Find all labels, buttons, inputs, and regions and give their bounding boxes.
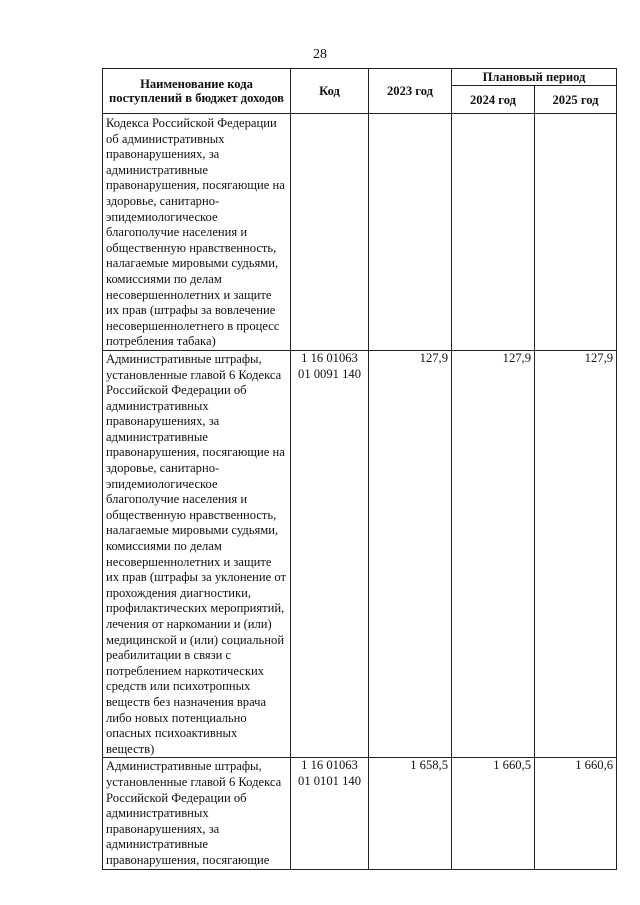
row-code: 1 16 01063 01 0101 140 [291, 758, 369, 869]
row-code: 1 16 01063 01 0091 140 [291, 350, 369, 757]
row-value-2024 [452, 114, 535, 351]
row-code [291, 114, 369, 351]
header-code: Код [291, 69, 369, 114]
row-name: Административные штрафы, установленные главой 6 Кодекса Российской Федерации об административных правонарушениях, за административные правонарушения, посягающие [103, 758, 291, 869]
row-value-2025: 127,9 [535, 350, 617, 757]
header-2024: 2024 год [452, 86, 535, 114]
header-plan-period: Плановый период [452, 69, 617, 86]
table-row [103, 114, 617, 351]
header-2023: 2023 год [369, 69, 452, 114]
row-value-2025 [535, 114, 617, 351]
row-value-2023: 1 658,5 [369, 758, 452, 869]
row-name: Кодекса Российской Федерации об административных правонарушениях, за административные правонарушения, посягающие на здоровье, санитарно-эпидемиологическое благополучие населения и общественную нравственность, налагаемые мировыми судьями, комиссиями по делам несовершеннолетних и защите их прав (штрафы за вовлечение несовершеннолетнего в процесс потребления табака) [103, 114, 291, 351]
header-2025: 2025 год [535, 86, 617, 114]
row-name: Административные штрафы, установленные главой 6 Кодекса Российской Федерации об административных правонарушениях, за административные правонарушения, посягающие на здоровье, санитарно-эпидемиологическое благополучие населения и общественную нравственность, налагаемые мировыми судьями, комиссиями по делам несовершеннолетних и защите их прав (штрафы за уклонение от прохождения диагностики, профилактических мероприятий, лечения от наркомании и (или) медицинской и (или) социальной реабилитации в связи с потреблением наркотических средств или психотропных веществ без назначения врача либо новых потенциально опасных психоактивных веществ) [103, 350, 291, 757]
table-row [103, 758, 617, 869]
table-row [103, 350, 617, 757]
revenue-table [102, 68, 617, 870]
row-value-2023: 127,9 [369, 350, 452, 757]
page-number: 28 [313, 47, 327, 62]
row-value-2025: 1 660,6 [535, 758, 617, 869]
row-value-2024: 127,9 [452, 350, 535, 757]
row-value-2024: 1 660,5 [452, 758, 535, 869]
row-value-2023 [369, 114, 452, 351]
header-name: Наименование кода поступлений в бюджет доходов [103, 69, 291, 114]
header-row-top [103, 69, 617, 86]
